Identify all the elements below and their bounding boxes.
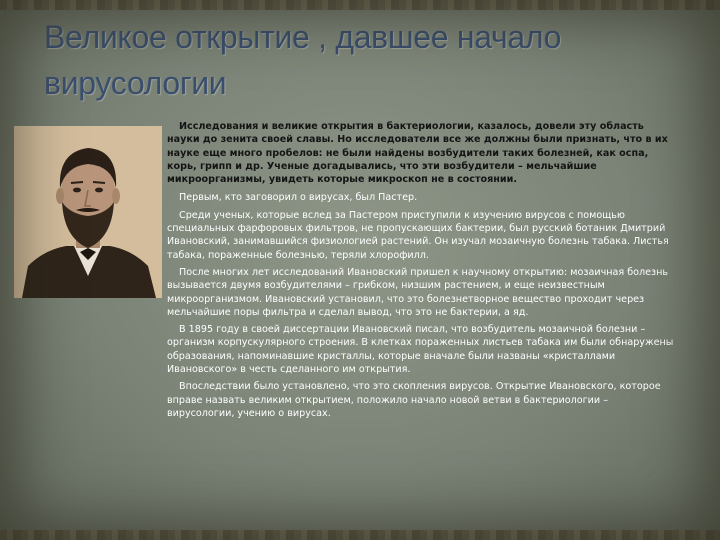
paragraph-conclusion: Впоследствии было установлено, что это скопления вирусов. Открытие Ивановского, которое вправе назвать великим открытием, положило начало новой ветви в бактериологии – вирусологии, учению о вирусах. — [167, 381, 661, 419]
body-text — [167, 120, 677, 424]
paragraph-dissertation: В 1895 году в своей диссертации Ивановский писал, что возбудитель мозаичной болезни – организм корпускулярного строения. В клетках пораженных листьев табака им были обнаружены образования, напоминавшие кристаллы, которые вначале были названы «кристаллами Ивановского» в честь сделанного им открытия. — [167, 324, 674, 376]
paragraph-pasteur: Первым, кто заговорил о вирусах, был Пастер. — [179, 192, 418, 204]
paragraph-discovery: После многих лет исследований Ивановский пришел к научному открытию: мозаичная болезнь вызывается двумя возбудителями – грибком, низшим растением, и еще неизвестным микроорганизмом. Ивановский установил, что это болезнетворное вещество проходит через мельчайшие поры фильтра и сделал вывод, что это не бактерии, а яд. — [167, 266, 669, 318]
portrait-illustration — [14, 126, 162, 298]
portrait-photo — [14, 126, 162, 298]
torn-edge-top — [0, 0, 720, 10]
paragraph-intro: Исследования и великие открытия в бактериологии, казалось, довели эту область науки до зенита своей славы. Но исследователи все же должны были признать, что в их науке еще много пробелов: не были найдены возбудители таких болезней, как оспа, корь, грипп и др. Ученые догадывались, что эти возбудители – мельчайшие микроорганизмы, увидеть которые микроскоп не в состоянии. — [167, 121, 668, 186]
paragraph-ivanovsky-filters: Среди ученых, которые вслед за Пастером приступили к изучению вирусов с помощью специальных фарфоровых фильтров, не пропускающих бактерии, был русский ботаник Дмитрий Ивановский, занимавшийся физиологией растений. Он изучал мозаичную болезнь табака. Листья табака, пораженные болезнью, теряли хлорофилл. — [167, 209, 669, 261]
slide-title: Великое открытие , давшее начало вирусологии — [44, 19, 562, 101]
torn-edge-bottom — [0, 530, 720, 540]
